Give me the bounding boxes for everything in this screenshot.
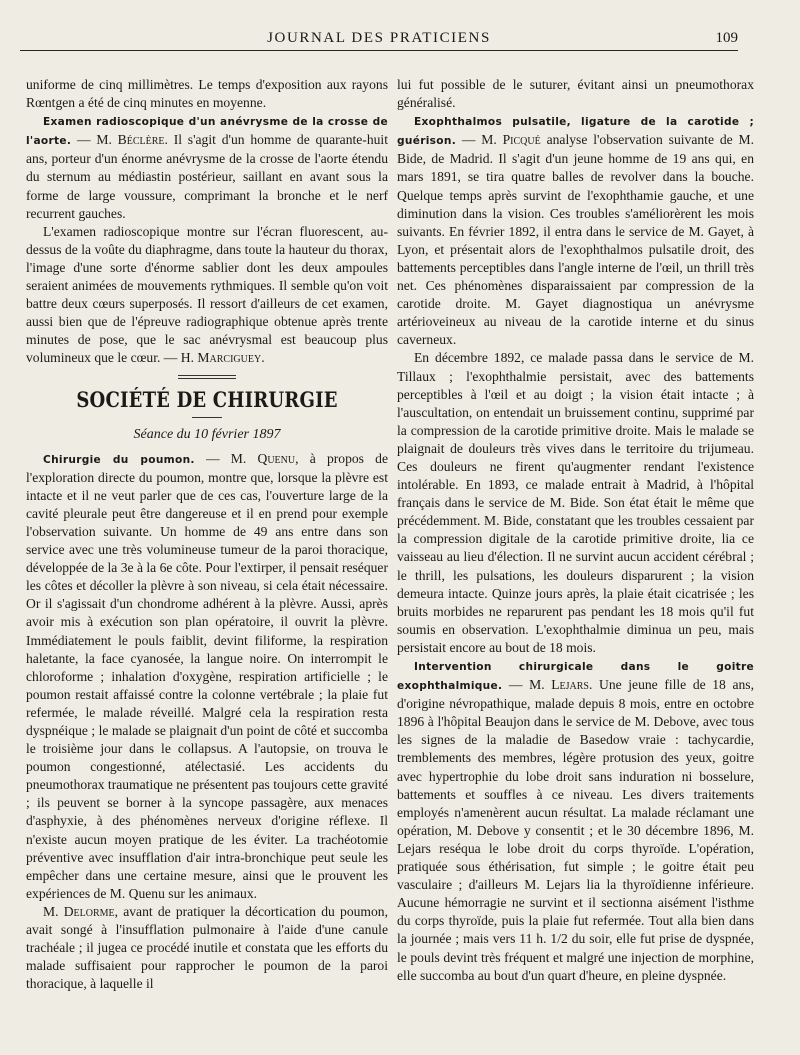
article-heading: Intervention chirurgicale dans le goitre exophthalmique. — [397, 661, 754, 693]
right-column — [397, 76, 754, 985]
paragraph-lejars: Intervention chirurgicale dans le goitre exophthalmique. — M. Lejars. Une jeune fille de 18 ans, d'origine névropathique, malade depuis 8 mois, entre en octobre 1896 à l'hôpital Beaujon dans le service de M. Debove, avec tous les signes de la maladie de Basedow vraie : tachycardie, tremblements des membres, légère protusion des yeux, goitre avec hypertrophie du lobe droit sans induration ni bosselure, battements et souffles à ce niveau. Les divers traitements employés n'amenèrent aucun résultat. La malade réclamant une opération, M. Debove y consentit ; et le 30 décembre 1896, M. Lejars reséqua le lobe droit du corps thyroïde. L'opération, pratiquée sous éthérisation, fut simple ; le goitre était peu vasculaire ; d'ailleurs M. Lejars lia la thyroïdienne inférieure. Aucune hémorragie ne survint et il sectionna aisément l'isthme du corps thyroïde, puis la plaie fut refermée. Tout alla bien dans la journée ; mais vers 11 h. 1/2 du soir, elle fut prise de dyspnée, le pouls devint très fréquent et malgré une injection de morphine, elle succomba au bout d'un quart d'heure, en pleine dyspnée. — [397, 661, 754, 983]
author-name: Quenu — [257, 450, 296, 466]
article-heading: Chirurgie du poumon. — [43, 453, 195, 466]
author-name: Picqué — [502, 132, 541, 148]
paragraph: uniforme de cinq millimètres. Le temps d'exposition aux rayons Rœntgen a été de cinq minutes en moyenne. — [26, 77, 388, 111]
section-divider — [178, 375, 236, 376]
section-title: SOCIÉTÉ DE CHIRURGIE — [76, 386, 338, 412]
paragraph-picque: Exophthalmos pulsatile, ligature de la carotide ; guérison. — M. Picqué analyse l'observation suivante de M. Bide, de Madrid. Il s'agit d'un jeune homme de 19 ans qui, en mars 1891, se tira quatre balles de revolver dans la bouche. Quelque temps après survint de l'exophthamie gauche, et une diminution dans la vision. Ces troubles s'améliorèrent les mois suivants. En février 1892, il entra dans le service de M. Gayet, à Lyon, et présentait alors de l'exophthalmos pulsatile droit, des battements perceptibles dans l'angle interne de l'œil, un thrill très net. Ces phénomènes disparaissaient par compression de la carotide droite. M. Gayet diagnostiqua un anévrysme artérioveineux au niveau de la carotide interne et du sinus caverneux. — [397, 116, 754, 348]
left-column — [26, 76, 388, 993]
journal-title: JOURNAL DES PRATICIENS — [267, 30, 491, 46]
header-rule — [20, 50, 738, 51]
author-name: Delorme — [63, 903, 115, 919]
paragraph: L'examen radioscopique montre sur l'écran fluorescent, au-dessus de la voûte du diaphragme, dans toute la hauteur du thorax, l'image d'une sorte d'énorme sablier dont les deux ampoules seraient animées de mouvements rythmiques. Il semble qu'on voit battre deux cœurs superposés. Il ressort d'ailleurs de cet examen, aussi bien que de l'épreuve radiographique obtenue après trente minutes de pose, que le sac anévrysmal est beaucoup plus volumineux que le cœur. — H. Marciguey. — [26, 223, 388, 366]
article-heading: Exophthalmos pulsatile, ligature de la carotide ; guérison. — [397, 116, 754, 148]
paragraph-beclere: Examen radioscopique d'un anévrysme de la crosse de l'aorte. — M. Béclère. Il s'agit d'un homme de quarante-huit ans, porteur d'un énorme anévrysme de la crosse de l'aorte étendu du sternum au médiastin postérieur, saillant en avant sous la forme de large voussure, comprimant la bronche et le nerf recurrent gauches. — [26, 116, 388, 221]
author-name: Marciguey — [197, 350, 262, 366]
author-name: Béclère — [117, 132, 165, 148]
page-number: 109 — [715, 30, 738, 46]
section-divider — [192, 417, 222, 418]
paragraph: En décembre 1892, ce malade passa dans le service de M. Tillaux ; l'exophthalmie persistait, avec des battements perceptibles à l'œil et au doigt ; la vision était intacte ; à l'auscultation, on entendait un bruissement continu, supprimé par la compression de la carotide primitive droite. Mais le malade se plaignait de douleurs très vives dans le territoire du trijumeau. Ces douleurs ne firent qu'augmenter rendant l'existence intolérable. En 1893, ce malade entrait à Madrid, à l'hôpital français dans le service de M. Bide. Son état était le même que précédemment. M. Bide, constatant que les troubles cessaient par la compression digitale de la carotide primitive droite, lia ce vaisseau au lieu d'élection. Il ne survint aucun accident cérébral ; le thrill, les pulsations, les douleurs disparurent ; la vision demeura intacte. Quinze jours après, la plaie était cicatrisée ; les bruits morbides ne reparurent pas pendant les 18 mois qu'il fut soumis en observation. L'exophthalmie diminua un peu, mais persistait encore au bout de 18 mois. — [397, 350, 754, 655]
section-divider — [178, 378, 236, 379]
paragraph-delorme: M. Delorme, avant de pratiquer la décortication du poumon, avait songé à l'insufflation pulmonaire à l'aide d'une canule trachéale ; il jugea ce procédé inutile et constata que les efforts du malade suffisaient pour rapprocher le poumon de la paroi thoracique, à laquelle il — [26, 903, 388, 992]
session-date: Séance du 10 février 1897 — [133, 426, 281, 442]
article-heading: Examen radioscopique d'un anévrysme de la crosse de l'aorte. — [26, 116, 388, 148]
paragraph: lui fut possible de le suturer, évitant ainsi un pneumothorax généralisé. — [397, 77, 754, 111]
page-header — [20, 30, 738, 50]
paragraph-quenu: Chirurgie du poumon. — M. Quenu, à propos de l'exploration directe du poumon, montre que, lorsque la plèvre est intacte et il ne veut parler que de ces cas, l'ouverture large de la cavité pleurale peut être dangereuse et il en prend pour exemple l'observation suivante. Un homme de 49 ans entre dans son service avec une très volumineuse tumeur de la paroi thoracique, développée de la 3e à la 6e côte. Pour l'extirper, il pensait reséquer les côtes et décoller la plèvre à son niveau, si cela était nécessaire. Or il s'agissait d'un chondrome adhérent à la plèvre. Aussi, après avoir mis à exécution son plan opératoire, il ouvrit la plèvre. Immédiatement le pouls faiblit, devint filiforme, la respiration haletante, la face cyanosée, la langue noire. On interrompit le chloroforme ; inhalation d'oxygène, respiration artificielle ; le poumon restait affaissé contre la colonne vertébrale ; la plaie fut refermée, le malade réveillé. Malgré cela la respiration resta dyspnéique ; le malade se plaignait d'un point de côté et succomba le troisième jour dans le collapsus. A l'autopsie, on trouva le poumon congestionné, atélectasié. Les accidents du pneumothorax traumatique ne présentent pas toujours cette gravité ; ils peuvent se borner à la syncope passagère, aux menaces d'asphyxie, à des phénomènes nerveux d'origine réflexe. Il n'existe aucun moyen pratique de les éviter. La trachéotomie préventive avec insufflation d'air intra-bronchique peut seule les empêcher dans une certaine mesure, ainsi que le prouvent les expériences de M. Quenu sur les animaux. — [26, 450, 389, 901]
author-name: Lejars — [551, 677, 589, 693]
